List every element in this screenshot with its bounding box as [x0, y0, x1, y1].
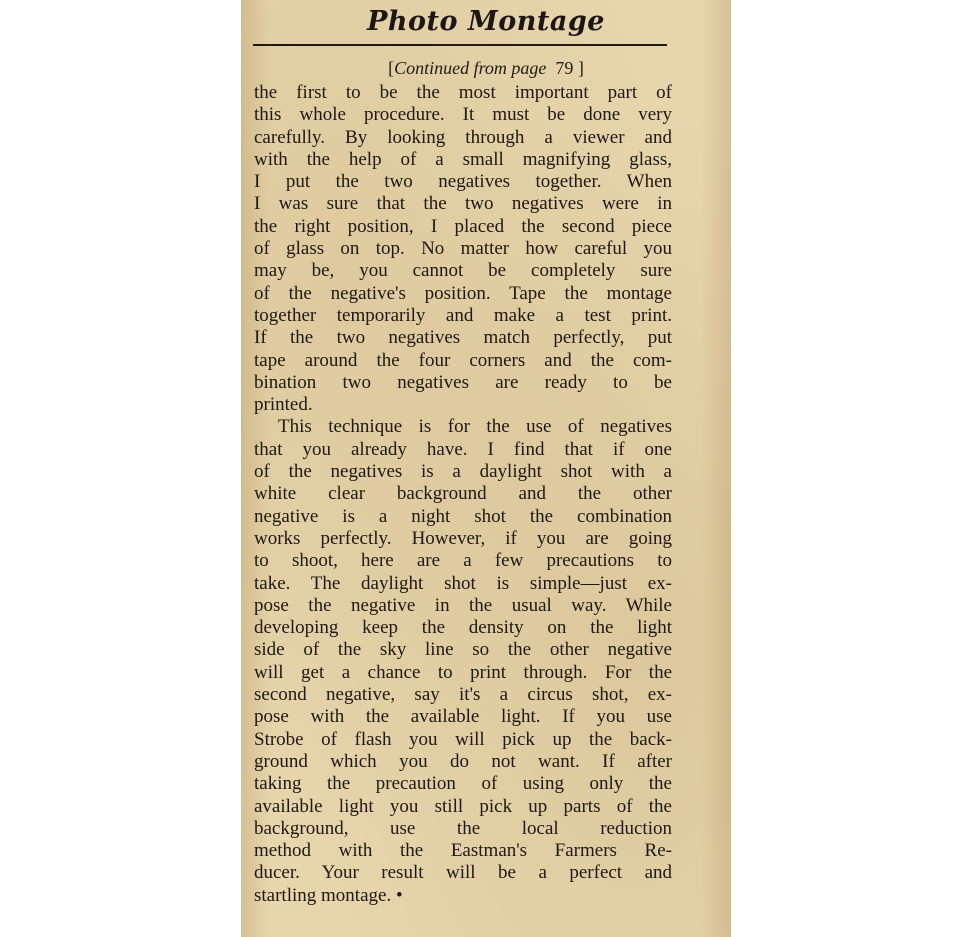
article-body: [254, 82, 672, 907]
text-line: carefully. By looking through a viewer and: [254, 126, 672, 148]
text-line: works perfectly. However, if you are going: [254, 527, 672, 549]
text-line: take. The daylight shot is simple—just ex-: [254, 572, 672, 594]
text-line: pose the negative in the usual way. While: [254, 594, 672, 616]
continued-page: 79: [555, 58, 574, 78]
text-line: background, use the local reduction: [254, 817, 672, 839]
text-line: will get a chance to print through. For the: [254, 661, 672, 683]
text-line: the right position, I placed the second piece: [254, 215, 672, 237]
article-title: Photo Montage: [367, 6, 605, 37]
text-line: developing keep the density on the light: [254, 617, 672, 639]
text-line: side of the sky line so the other negative: [254, 639, 672, 661]
paragraph-1: [254, 82, 672, 416]
text-line: together temporarily and make a test print.: [254, 304, 672, 326]
text-line: pose with the available light. If you use: [254, 706, 672, 728]
text-line: negative is a night shot the combination: [254, 505, 672, 527]
text-line: Strobe of flash you will pick up the back-: [254, 728, 672, 750]
text-line: I was sure that the two negatives were in: [254, 193, 672, 215]
continued-line: [241, 58, 731, 79]
text-line: printed.: [254, 394, 313, 416]
paragraph-2: [254, 416, 672, 907]
text-line: white clear background and the other: [254, 483, 672, 505]
text-line: this whole procedure. It must be done very: [254, 104, 672, 126]
continued-bracket-close: ]: [577, 58, 584, 78]
text-line: ground which you do not want. If after: [254, 750, 672, 772]
text-line: available light you still pick up parts of the: [254, 795, 672, 817]
text-line: of the negatives is a daylight shot with a: [254, 461, 672, 483]
text-line: method with the Eastman's Farmers Re-: [254, 840, 672, 862]
continued-text: Continued from page: [394, 58, 547, 78]
text-line: startling montage. •: [254, 884, 403, 906]
text-line: tape around the four corners and the com-: [254, 349, 672, 371]
text-line: that you already have. I find that if one: [254, 438, 672, 460]
text-line: taking the precaution of using only the: [254, 773, 672, 795]
text-line: ducer. Your result will be a perfect and: [254, 862, 672, 884]
text-line: If the two negatives match perfectly, put: [254, 327, 672, 349]
text-line: to shoot, here are a few precautions to: [254, 550, 672, 572]
text-line: second negative, say it's a circus shot, ex-: [254, 684, 672, 706]
continued-bracket-open: [: [388, 58, 395, 78]
text-line: of glass on top. No matter how careful you: [254, 238, 672, 260]
article-clipping: [241, 0, 731, 937]
text-line: This technique is for the use of negatives: [278, 416, 672, 438]
text-line: may be, you cannot be completely sure: [254, 260, 672, 282]
text-line: with the help of a small magnifying glass,: [254, 148, 672, 170]
text-line: the first to be the most important part of: [254, 82, 672, 103]
text-line: bination two negatives are ready to be: [254, 371, 672, 393]
text-line: of the negative's position. Tape the montage: [254, 282, 672, 304]
title-rule: [253, 44, 667, 46]
text-line: I put the two negatives together. When: [254, 171, 672, 193]
